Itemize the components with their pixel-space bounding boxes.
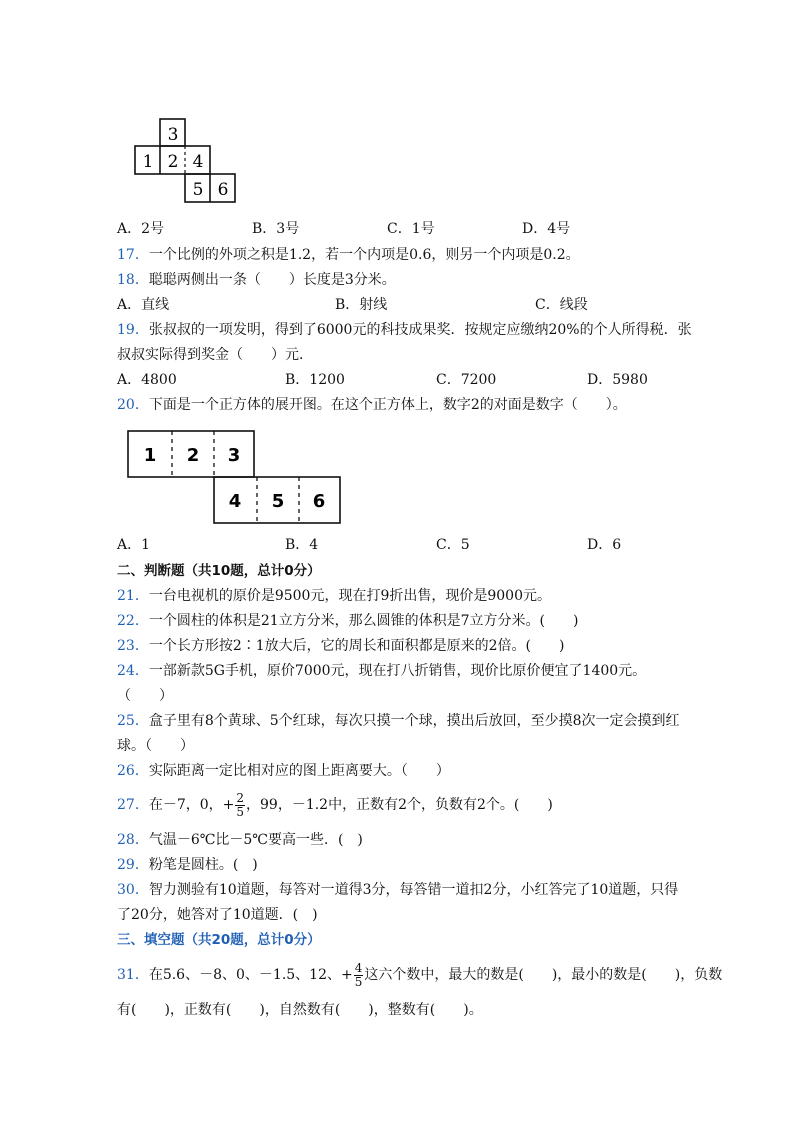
question-text: 下面是一个正方体的展开图。在这个正方体上，数字2的对面是数字（ ）。: [148, 397, 627, 413]
question-text-post: 这六个数中，最大的数是( )，最小的数是( )，负数: [364, 967, 723, 983]
question-number: 23．: [117, 638, 149, 654]
question-text-line-1: 张叔叔的一项发明，得到了6000元的科技成果奖．按规定应缴纳20%的个人所得税．张: [148, 322, 692, 338]
question-30-line-2: 了20分，她答对了10道题．( ): [117, 907, 318, 923]
question-26: [117, 761, 450, 781]
net1-cell-1: 1: [142, 152, 154, 172]
question-19-line-2: 叔叔实际得到奖金（ ）元．: [117, 347, 313, 363]
q19-option-a: A．4800: [117, 372, 177, 388]
question-text: 实际距离一定比相对应的图上距离要大。（ ）: [148, 763, 450, 779]
net1-cell-3: 3: [167, 125, 179, 145]
fraction-denominator: 5: [236, 804, 245, 819]
question-number: 25．: [117, 713, 149, 729]
net2-cell-4: 4: [228, 491, 242, 512]
question-21: [117, 586, 551, 606]
question-18: [117, 270, 396, 290]
fraction-numerator: 2: [236, 790, 245, 805]
question-number: 22．: [117, 613, 149, 629]
question-text: 一个圆柱的体积是21立方分米，那么圆锥的体积是7立方分米。( ): [148, 613, 579, 629]
question-25: [117, 711, 680, 731]
question-text-line-1: 盒子里有8个黄球、5个红球，每次只摸一个球，摸出后放回，至少摸8次一定会摸到红: [148, 713, 680, 729]
cube-net-figure-1: [130, 116, 242, 206]
q16-option-a: A．2号: [117, 221, 165, 237]
question-text-post: ，99，－1.2中，正数有2个，负数有2个。( ): [246, 797, 553, 813]
section-heading-fill-blank: 三、填空题（共20题，总计0分）: [117, 932, 321, 948]
question-20: [117, 395, 627, 415]
question-17: [117, 245, 580, 265]
net1-cell-4: 4: [192, 152, 204, 172]
q18-option-b: B．射线: [335, 297, 388, 313]
q20-option-c: C．5: [436, 537, 470, 553]
q20-option-a: A．1: [117, 537, 151, 553]
section-heading-judgement: 二、判断题（共10题，总计0分）: [117, 563, 321, 579]
question-number: 28．: [117, 832, 149, 848]
question-number: 19．: [117, 322, 149, 338]
net2-cell-1: 1: [143, 445, 157, 466]
question-text: 聪聪两侧出一条（ ）长度是3分米。: [148, 272, 396, 288]
question-28: [117, 830, 363, 850]
question-number: 18．: [117, 272, 149, 288]
question-text: 粉笔是圆柱。( ): [148, 857, 258, 873]
question-text-line-1: 智力测验有10道题，每答对一道得3分，每答错一道扣2分，小红答完了10道题，只得: [148, 882, 679, 898]
q16-option-d: D．4号: [522, 221, 571, 237]
question-number: 17．: [117, 247, 149, 263]
question-number: 29．: [117, 857, 149, 873]
question-text-line-1: 一部新款5G手机，原价7000元，现在打八折销售，现价比原价便宜了1400元。: [148, 663, 647, 679]
question-number: 30．: [117, 882, 149, 898]
net2-cell-6: 6: [312, 491, 326, 512]
q19-option-d: D．5980: [587, 372, 648, 388]
question-number: 21．: [117, 588, 149, 604]
q16-option-b: B．3号: [252, 221, 300, 237]
fraction-numerator: 4: [354, 960, 363, 975]
question-31: [117, 958, 722, 992]
net2-cell-5: 5: [271, 491, 285, 512]
q20-option-b: B．4: [285, 537, 319, 553]
q16-option-c: C．1号: [387, 221, 435, 237]
fraction-two-fifths: [235, 792, 245, 819]
question-text-pre: 在5.6、－8、0、－1.5、12、+: [148, 967, 353, 983]
question-31-line-2: 有( )，正数有( )，自然数有( )，整数有( )。: [117, 1002, 483, 1018]
question-25-line-2: 球。（ ）: [117, 738, 194, 754]
question-19: [117, 320, 692, 340]
question-number: 20．: [117, 397, 149, 413]
question-number: 26．: [117, 763, 149, 779]
q19-option-c: C．7200: [436, 372, 497, 388]
question-30: [117, 880, 678, 900]
q19-option-b: B．1200: [285, 372, 345, 388]
net1-cell-5: 5: [192, 180, 204, 200]
question-24: [117, 661, 646, 681]
q18-option-a: A．直线: [117, 297, 170, 313]
net2-cell-3: 3: [227, 445, 241, 466]
question-24-line-2: （ ）: [117, 688, 173, 704]
question-27: [117, 788, 553, 822]
question-number: 31．: [117, 967, 149, 983]
question-29: [117, 855, 258, 875]
fraction-four-fifths: [354, 962, 364, 989]
cube-net-figure-2: [118, 424, 360, 530]
net1-cell-2: 2: [167, 152, 179, 172]
question-text: 一个长方形按2∶1放大后，它的周长和面积都是原来的2倍。( ): [148, 638, 565, 654]
question-number: 24．: [117, 663, 149, 679]
q20-option-d: D．6: [587, 537, 622, 553]
q18-option-c: C．线段: [535, 297, 588, 313]
question-text-pre: 在－7，0，+: [148, 797, 235, 813]
question-23: [117, 636, 564, 656]
question-22: [117, 611, 578, 631]
net1-cell-6: 6: [217, 180, 229, 200]
net2-cell-2: 2: [186, 445, 200, 466]
fraction-denominator: 5: [354, 974, 363, 989]
question-text: 气温－6℃比－5℃要高一些．( ): [148, 832, 363, 848]
question-text: 一台电视机的原价是9500元，现在打9折出售，现价是9000元。: [148, 588, 551, 604]
question-number: 27．: [117, 797, 149, 813]
question-text: 一个比例的外项之积是1.2，若一个内项是0.6，则另一个内项是0.2。: [148, 247, 580, 263]
